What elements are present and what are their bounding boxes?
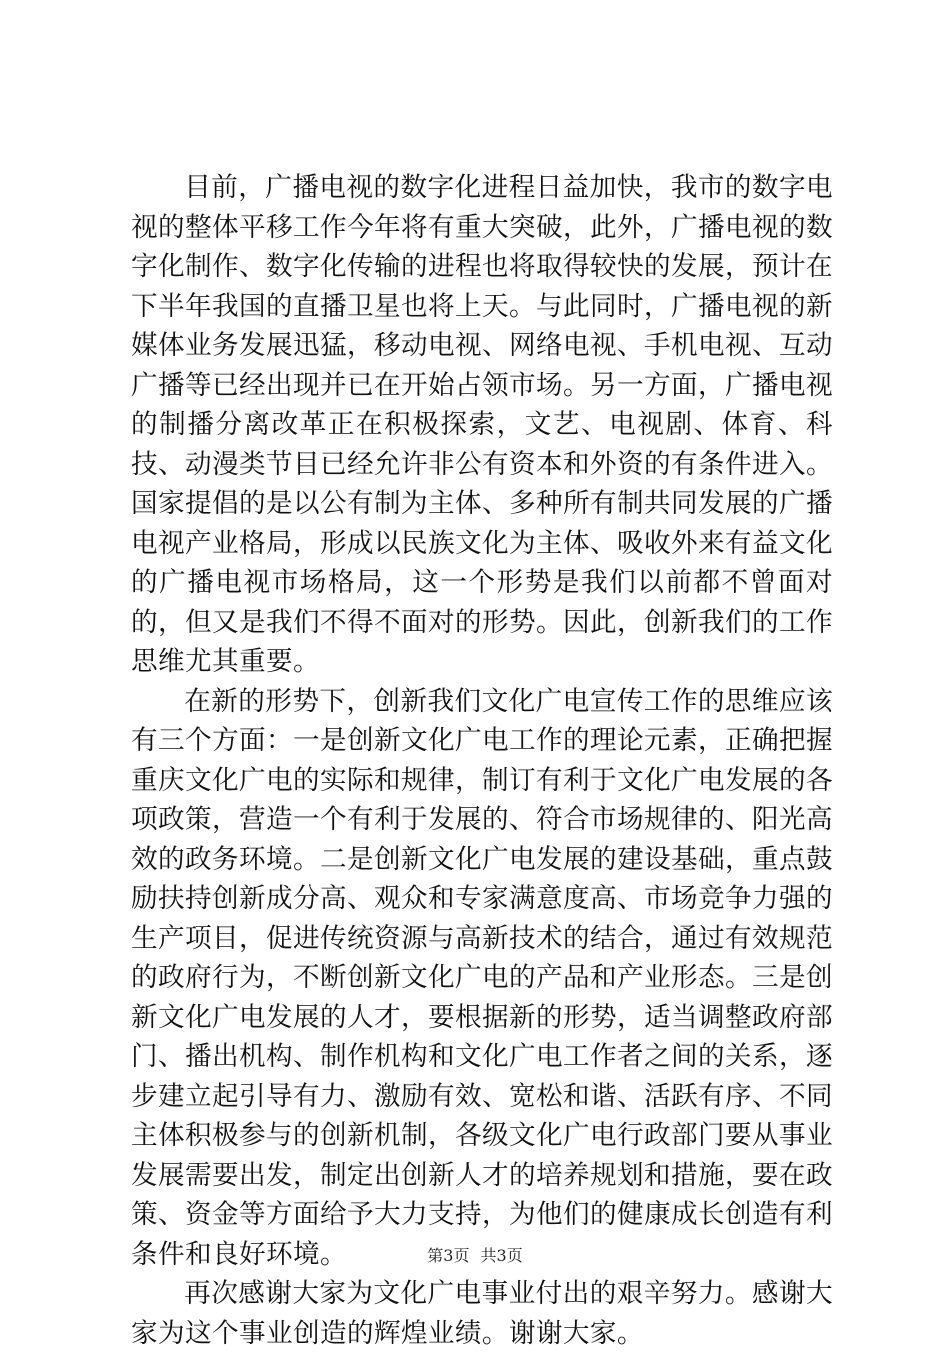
document-body — [131, 168, 833, 1353]
paragraph-1: 目前，广播电视的数字化进程日益加快，我市的数字电视的整体平移工作今年将有重大突破，此外，广播电视的数字化制作、数字化传输的进程也将取得较快的发展，预计在下半年我国的直播卫星也将上天。与此同时，广播电视的新媒体业务发展迅猛，移动电视、网络电视、手机电视、互动广播等已经出现并已在开始占领市场。另一方面，广播电视的制播分离改革正在积极探索，文艺、电视剧、体育、科技、动漫类节目已经允许非公有资本和外资的有条件进入。国家提倡的是以公有制为主体、多种所有制共同发展的广播电视产业格局，形成以民族文化为主体、吸收外来有益文化的广播电视市场格局，这一个形势是我们以前都不曾面对的，但又是我们不得不面对的形势。因此，创新我们的工作思维尤其重要。 — [131, 172, 833, 677]
page-number: 第3页 — [427, 1246, 470, 1265]
paragraph-2: 在新的形势下，创新我们文化广电宣传工作的思维应该有三个方面：一是创新文化广电工作的理论元素，正确把握重庆文化广电的实际和规律，制订有利于文化广电发展的各项政策，营造一个有利于发展的、符合市场规律的、阳光高效的政务环境。二是创新文化广电发展的建设基础，重点鼓励扶持创新成分高、观众和专家满意度高、市场竞争力强的生产项目，促进传统资源与高新技术的结合，通过有效规范的政府行为，不断创新文化广电的产品和产业形态。三是创新文化广电发展的人才，要根据新的形势，适当调整政府部门、播出机构、制作机构和文化广电工作者之间的关系，逐步建立起引导有力、激励有效、宽松和谐、活跃有序、不同主体积极参与的创新机制，各级文化广电行政部门要从事业发展需要出发，制定出创新人才的培养规划和措施，要在政策、资金等方面给予大力支持，为他们的健康成长创造有利条件和良好环境。 — [131, 685, 833, 1270]
page-total: 共3页 — [480, 1246, 523, 1265]
page-footer — [0, 1245, 950, 1267]
paragraph-3: 再次感谢大家为文化广电事业付出的艰辛努力。感谢大家为这个事业创造的辉煌业绩。谢谢大家。 — [131, 1278, 833, 1349]
